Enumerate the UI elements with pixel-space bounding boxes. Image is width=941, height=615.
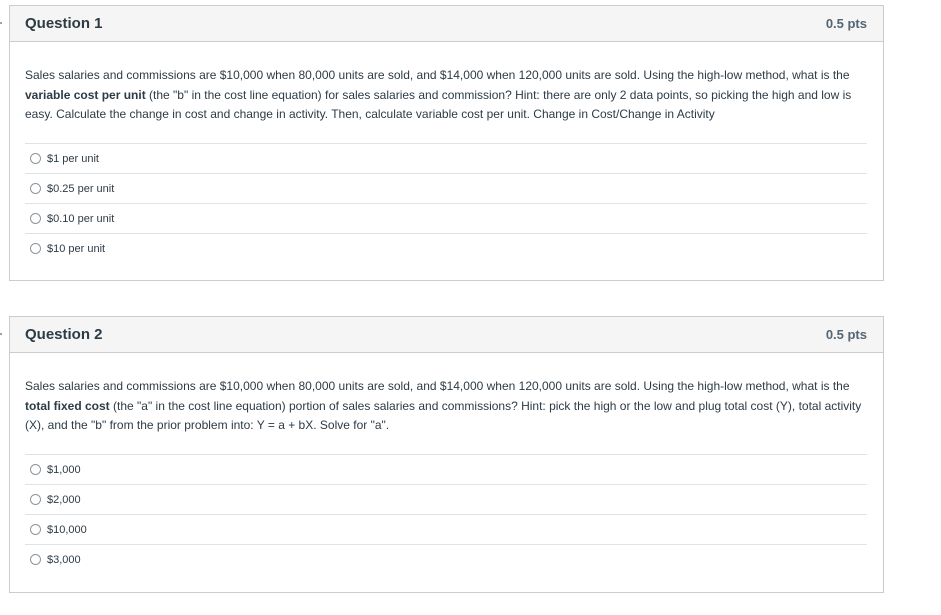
question-text-part: (the "a" in the cost line equation) portion of sales salaries and commissions? Hint: pick the high or the low and plug total cost (Y), total activity (X), and the "b" from the prior problem into: Y = a + bX. Solve for "a". <box>25 398 862 432</box>
question-text-part: Sales salaries and commissions are $10,000 when 80,000 units are sold, and $14,000 when 120,000 units are sold. Using the high-low method, what is the <box>25 379 850 393</box>
answer-label[interactable]: $1 per unit <box>47 152 99 165</box>
answer-label[interactable]: $2,000 <box>47 493 81 506</box>
question-points: 0.5 pts <box>825 16 867 31</box>
answer-option[interactable] <box>25 203 867 233</box>
answer-option[interactable] <box>25 544 867 574</box>
answer-label[interactable]: $0.25 per unit <box>47 182 115 195</box>
question-text <box>25 377 867 436</box>
answer-list <box>25 143 867 263</box>
radio-button[interactable] <box>30 464 41 475</box>
radio-button[interactable] <box>30 213 41 224</box>
question-points: 0.5 pts <box>825 327 867 342</box>
radio-button[interactable] <box>30 554 41 565</box>
question-card-2 <box>9 316 884 593</box>
radio-button[interactable] <box>30 183 41 194</box>
question-text-part: (the "b" in the cost line equation) for sales salaries and commission? Hint: there are only 2 data points, so picking the high and low is easy. Calculate the change in cost and change in activity. Then, calculate variable cost per unit. Change in Cost/Change in Activity <box>25 87 852 121</box>
answer-label[interactable]: $10 per unit <box>47 242 106 255</box>
question-card-1 <box>9 5 884 281</box>
answer-label[interactable]: $10,000 <box>47 523 87 536</box>
radio-button[interactable] <box>30 153 41 164</box>
edge-marker <box>0 22 2 24</box>
question-header <box>10 317 883 353</box>
radio-button[interactable] <box>30 243 41 254</box>
question-text <box>25 66 867 125</box>
question-text-part: Sales salaries and commissions are $10,000 when 80,000 units are sold, and $14,000 when 120,000 units are sold. Using the high-low method, what is the <box>25 68 850 82</box>
answer-option[interactable] <box>25 514 867 544</box>
edge-marker <box>0 333 2 335</box>
answer-label[interactable]: $0.10 per unit <box>47 212 115 225</box>
answer-option[interactable] <box>25 484 867 514</box>
answer-option[interactable] <box>25 454 867 484</box>
answer-option[interactable] <box>25 233 867 263</box>
question-title: Question 1 <box>25 15 103 32</box>
question-title: Question 2 <box>25 326 103 343</box>
question-text-emphasis: total fixed cost <box>25 398 110 413</box>
question-text-emphasis: variable cost per unit <box>25 87 146 102</box>
answer-list <box>25 454 867 574</box>
question-header <box>10 6 883 42</box>
answer-option[interactable] <box>25 173 867 203</box>
radio-button[interactable] <box>30 494 41 505</box>
answer-label[interactable]: $1,000 <box>47 463 81 476</box>
radio-button[interactable] <box>30 524 41 535</box>
answer-option[interactable] <box>25 143 867 173</box>
answer-label[interactable]: $3,000 <box>47 553 81 566</box>
